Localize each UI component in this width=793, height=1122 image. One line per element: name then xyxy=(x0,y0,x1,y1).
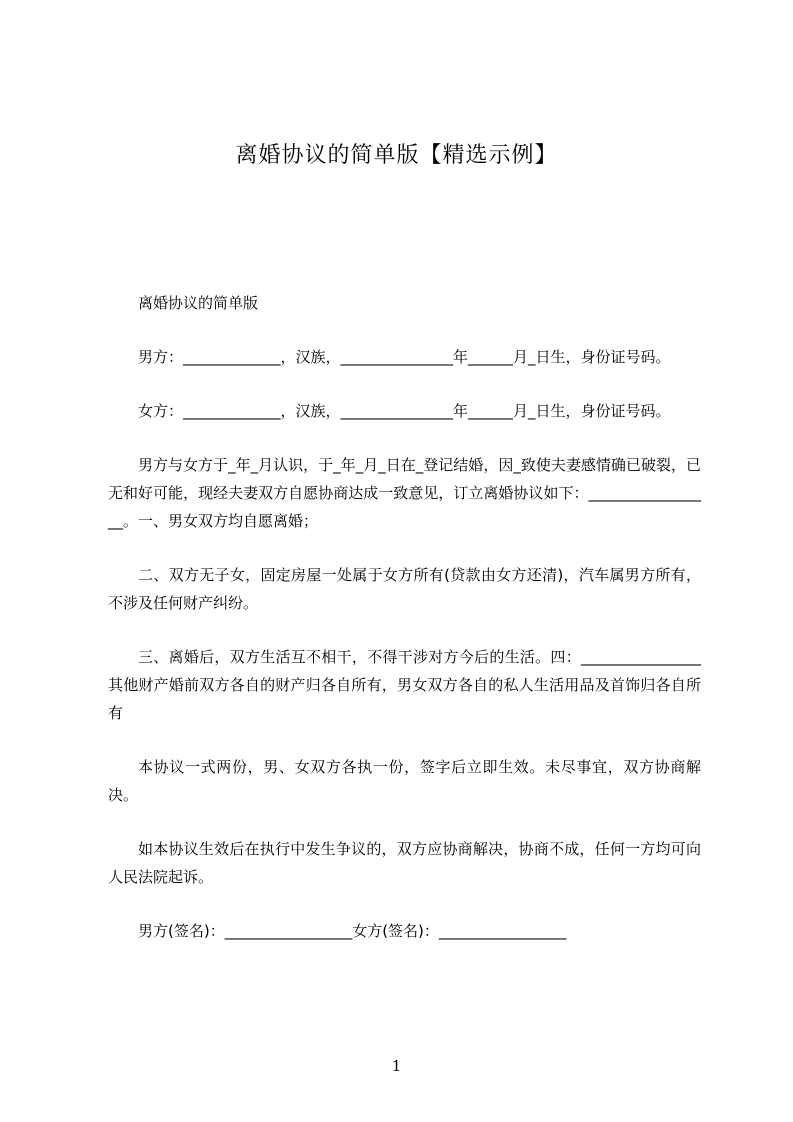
clause-two-paragraph: 二、双方无子女，固定房屋一处属于女方所有(贷款由女方还清)，汽车属男方所有，不涉及任何财产纠纷。 xyxy=(108,566,701,612)
marriage-background-paragraph: 男方与女方于_年_月认识，于_年_月_日在_登记结婚，因_致使夫妻感情确已破裂，已无和好可能，现经夫妻双方自愿协商达成一致意见，订立离婚协议如下：_________________。一、男女双方均自愿离婚； xyxy=(108,456,701,530)
dispute-resolution-paragraph: 如本协议生效后在执行中发生争议的，双方应协商解决，协商不成，任何一方均可向人民法院起诉。 xyxy=(108,840,701,886)
page-number: 1 xyxy=(391,1057,402,1075)
document-body xyxy=(108,289,701,945)
page-title: 离婚协议的简单版【精选示例】 xyxy=(235,143,558,168)
female-party-info: 女方：_____________，汉族，_______________年______月_日生，身份证号码。 xyxy=(138,402,671,420)
section-heading: 离婚协议的简单版 xyxy=(138,294,259,312)
clause-three-four-paragraph: 三、离婚后，双方生活互不相干，不得干涉对方今后的生活。四：________________其他财产婚前双方各自的财产归各自所有，男女双方各自的私人生活用品及首饰归各自所有 xyxy=(108,648,701,722)
male-party-info: 男方：_____________，汉族，_______________年______月_日生，身份证号码。 xyxy=(138,348,671,366)
signature-line: 男方(签名)：_________________女方(签名)：_________________ xyxy=(138,922,567,940)
copies-effect-paragraph: 本协议一式两份，男、女双方各执一份，签字后立即生效。未尽事宜，双方协商解决。 xyxy=(108,758,701,804)
